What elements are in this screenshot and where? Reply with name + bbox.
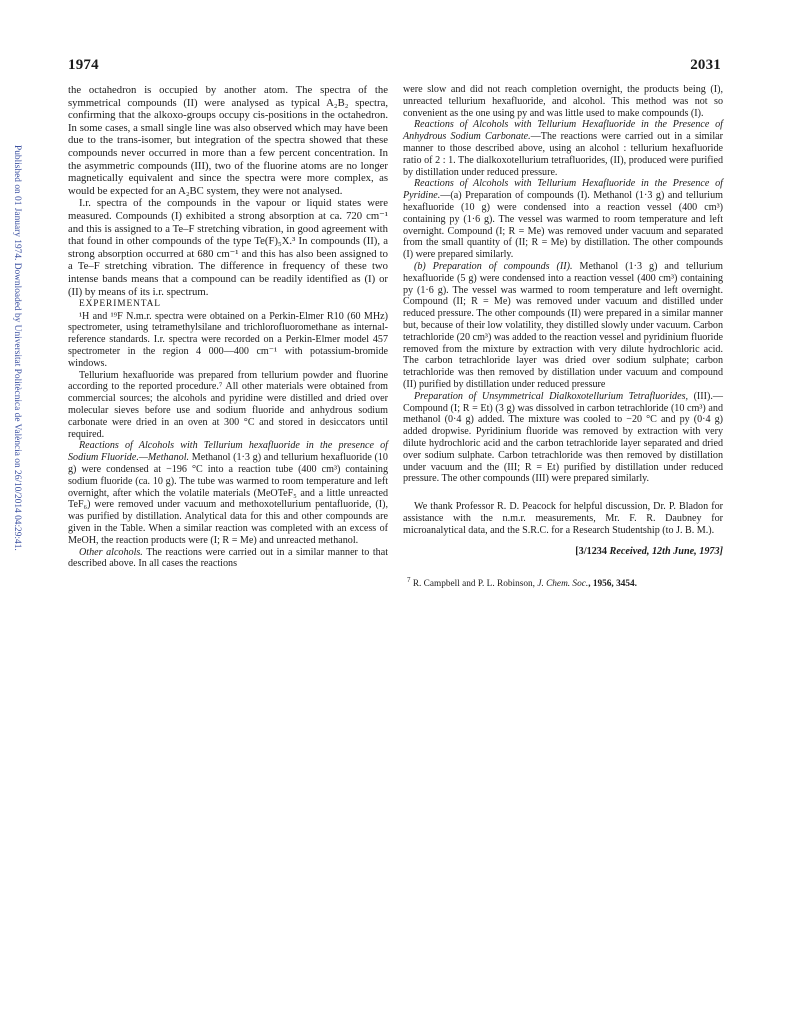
download-watermark-text: Published on 01 January 1974. Downloaded by Universitat Politècnica de València on 26/10/2014 04:29:41.: [12, 145, 22, 551]
sodium-carbonate-body: —The reactions were carried out in a similar manner to those described above, using an alcohol : tellurium hexafluoride ratio of 2 : 1. The dialkoxotellurium tetrafluorides, (II), produced were purified by distillation under reduced pressure.: [403, 131, 723, 178]
unsymmetrical-paragraph: [403, 391, 723, 485]
pyridine-body: Methanol (1·3 g) and tellurium hexafluoride (10 g) were condensed into a reaction vessel (400 cm³) containing py (1·6 g). The vessel was warmed to room temperature and left overnight. Compound (I; R = Me) was removed under vacuum and separated from the small quantity of (II; R = Me) by distillation. The other compounds (I) were prepared similarly.: [403, 190, 723, 261]
reference-number: 7: [407, 576, 411, 585]
received-date: Received, 12th June, 1973]: [609, 546, 723, 558]
continuation-paragraph: were slow and did not reach completion overnight, the products being (I), unreacted tellurium hexafluoride, and alcohol. This method was not so convenient as the one using py and was little used to make compounds (I).: [403, 84, 723, 119]
reference-authors: R. Campbell and P. L. Robinson,: [412, 579, 535, 590]
received-line: [403, 546, 723, 558]
other-alcohols-body: The reactions were carried out in a similar manner to that described above. In all cases the reactions: [68, 546, 389, 570]
unsymmetrical-body: (III).—Compound (I; R = Et) (3 g) was dissolved in carbon tetrachloride (10 cm³) and methanol (0·4 g) added. The mixture was cooled to −20 °C and py (0·4 g) added dropwise. Pyridinium fluoride was removed by extraction with very dilute hydrochloric acid and the carbon tetrachloride layer separated and dried over sodium sulphate. Carbon tetrachloride was then removed by distillation under vacuum and the (III; R = Et) purified by distillation under reduced pressure. The other compounds (III) were prepared similarly.: [403, 390, 723, 485]
nmr-paragraph: ¹H and ¹⁹F N.m.r. spectra were obtained on a Perkin-Elmer R10 (60 MHz) spectrometer, using tetramethylsilane and trichlorofluoromethane as internal-reference standards. I.r. spectra were recorded on a Perkin-Elmer model 457 spectrometer in the region 4 000—400 cm⁻¹ with potassium-bromide windows.: [68, 310, 388, 369]
other-alcohols-title: Other alcohols.: [79, 546, 143, 558]
reference-details: , 1956, 3454.: [588, 579, 637, 590]
reference-journal: J. Chem. Soc.: [537, 579, 589, 590]
pyridine-title: Reactions of Alcohols with Tellurium Hexafluoride in the Presence of Pyridine.: [403, 178, 723, 202]
download-watermark: [0, 145, 22, 665]
materials-paragraph: Tellurium hexafluoride was prepared from tellurium powder and fluorine according to the reported procedure.⁷ All other materials were obtained from commercial sources; the alcohols and pyridine were distilled and dried over molecular sieves before use and sodium fluoride and anhydrous sodium carbonate were dried in an oven at 300 °C and stored in desiccators until required.: [68, 369, 388, 440]
acknowledgement: We thank Professor R. D. Peacock for helpful discussion, Dr. P. Bladon for assistance with the n.m.r. measurements, Mr. F. R. Daubney for microanalytical data, and the S.R.C. for a Research Studentship (to J. B. M.).: [403, 501, 723, 536]
sodium-fluoride-paragraph: [68, 440, 388, 546]
compounds-ii-paragraph: [403, 261, 723, 391]
other-alcohols-paragraph: [68, 547, 388, 571]
intro-paragraph: the octahedron is occupied by another atom. The spectra of the symmetrical compounds (II) were analysed as typical A₂B₂ spectra, confirming that the alkoxo-groups occupy cis-positions in the octahedron. In some cases, a small single line was also observed which may have been due to the trans-isomer, but integration of the spectra showed that these compounds never occurred in more than a few percent concentration. In the asymmetric compounds (III), two of the fluorine atoms are no longer magnetically equivalent and since the spectra were more complex, as would be expected for an A₂BC system, they were not analysed.: [68, 84, 388, 197]
pyridine-paragraph: [403, 178, 723, 261]
left-column: [68, 84, 388, 570]
sodium-carbonate-title: Reactions of Alcohols with Tellurium Hexafluoride in the Presence of Anhydrous Sodium Carbonate.: [403, 119, 723, 143]
compounds-ii-title: (b) Preparation of compounds (II).: [414, 260, 573, 272]
unsymmetrical-title: Preparation of Unsymmetrical Dialkoxotellurium Tetrafluorides,: [414, 390, 689, 402]
reference-7: [403, 575, 723, 590]
ir-paragraph: I.r. spectra of the compounds in the vapour or liquid states were measured. Compounds (I) exhibited a strong absorption at ca. 720 cm⁻¹ and this is assigned to a Te–F stretching vibration, in good agreement with that found in other compounds of the type Te(F)₅X.³ In compounds (II), a strong absorption occurred at 680 cm⁻¹ and this has also been assigned to a Te–F stretching vibration. The difference in frequency of these two intense bands means that a compound can be readily identified as (I) or (II) by means of its i.r. spectrum.: [68, 197, 388, 298]
experimental-heading: EXPERIMENTAL: [79, 299, 161, 310]
left-page-number: 1974: [68, 57, 99, 73]
sodium-carbonate-paragraph: [403, 119, 723, 178]
compounds-ii-body: Methanol (1·3 g) and tellurium hexafluoride (5 g) were condensed into a reaction vessel (400 cm³) containing py (1·6 g). The vessel was warmed to room temperature and left overnight. Compound (II; R = Me) was removed under vacuum and distilled under reduced pressure. The other compounds (II) were prepared in a similar manner but, because of their low volatility, they distilled slowly under vacuum. Carbon tetrachloride (20 cm³) was added to the reaction vessel and pyridinium fluoride removed from the mixture by extraction with very dilute hydrochloric acid. The carbon tetrachloride layer was dried over sodium sulphate; carbon tetrachloride was then removed by distillation under vacuum and compound (II) purified by distillation under reduced pressure: [403, 260, 723, 390]
sodium-fluoride-title: Reactions of Alcohols with Tellurium hexafluoride in the presence of Sodium Fluoride.—Methanol.: [68, 440, 388, 464]
sodium-fluoride-body: Methanol (1·3 g) and tellurium hexafluoride (10 g) were condensed at −196 °C into a reaction tube (400 cm³) containing sodium fluoride (ca. 10 g). The tube was warmed to room temperature and left overnight, after which the volatile materials (MeOTeF₅ and a little unreacted TeF₆) were removed under vacuum and methoxotellurium pentafluoride, (I), was purified by distillation. Analytical data for this and other compounds are given in the Table. When a similar reaction was completed with an excess of MeOH, the reaction products were (I; R = Me) and unreacted methanol.: [68, 452, 388, 546]
right-page-number: 2031: [690, 57, 721, 73]
right-column: [403, 84, 723, 590]
pyridine-subtitle: —(a) Preparation of compounds (I).: [440, 190, 590, 202]
manuscript-code: [3/1234: [575, 546, 607, 558]
